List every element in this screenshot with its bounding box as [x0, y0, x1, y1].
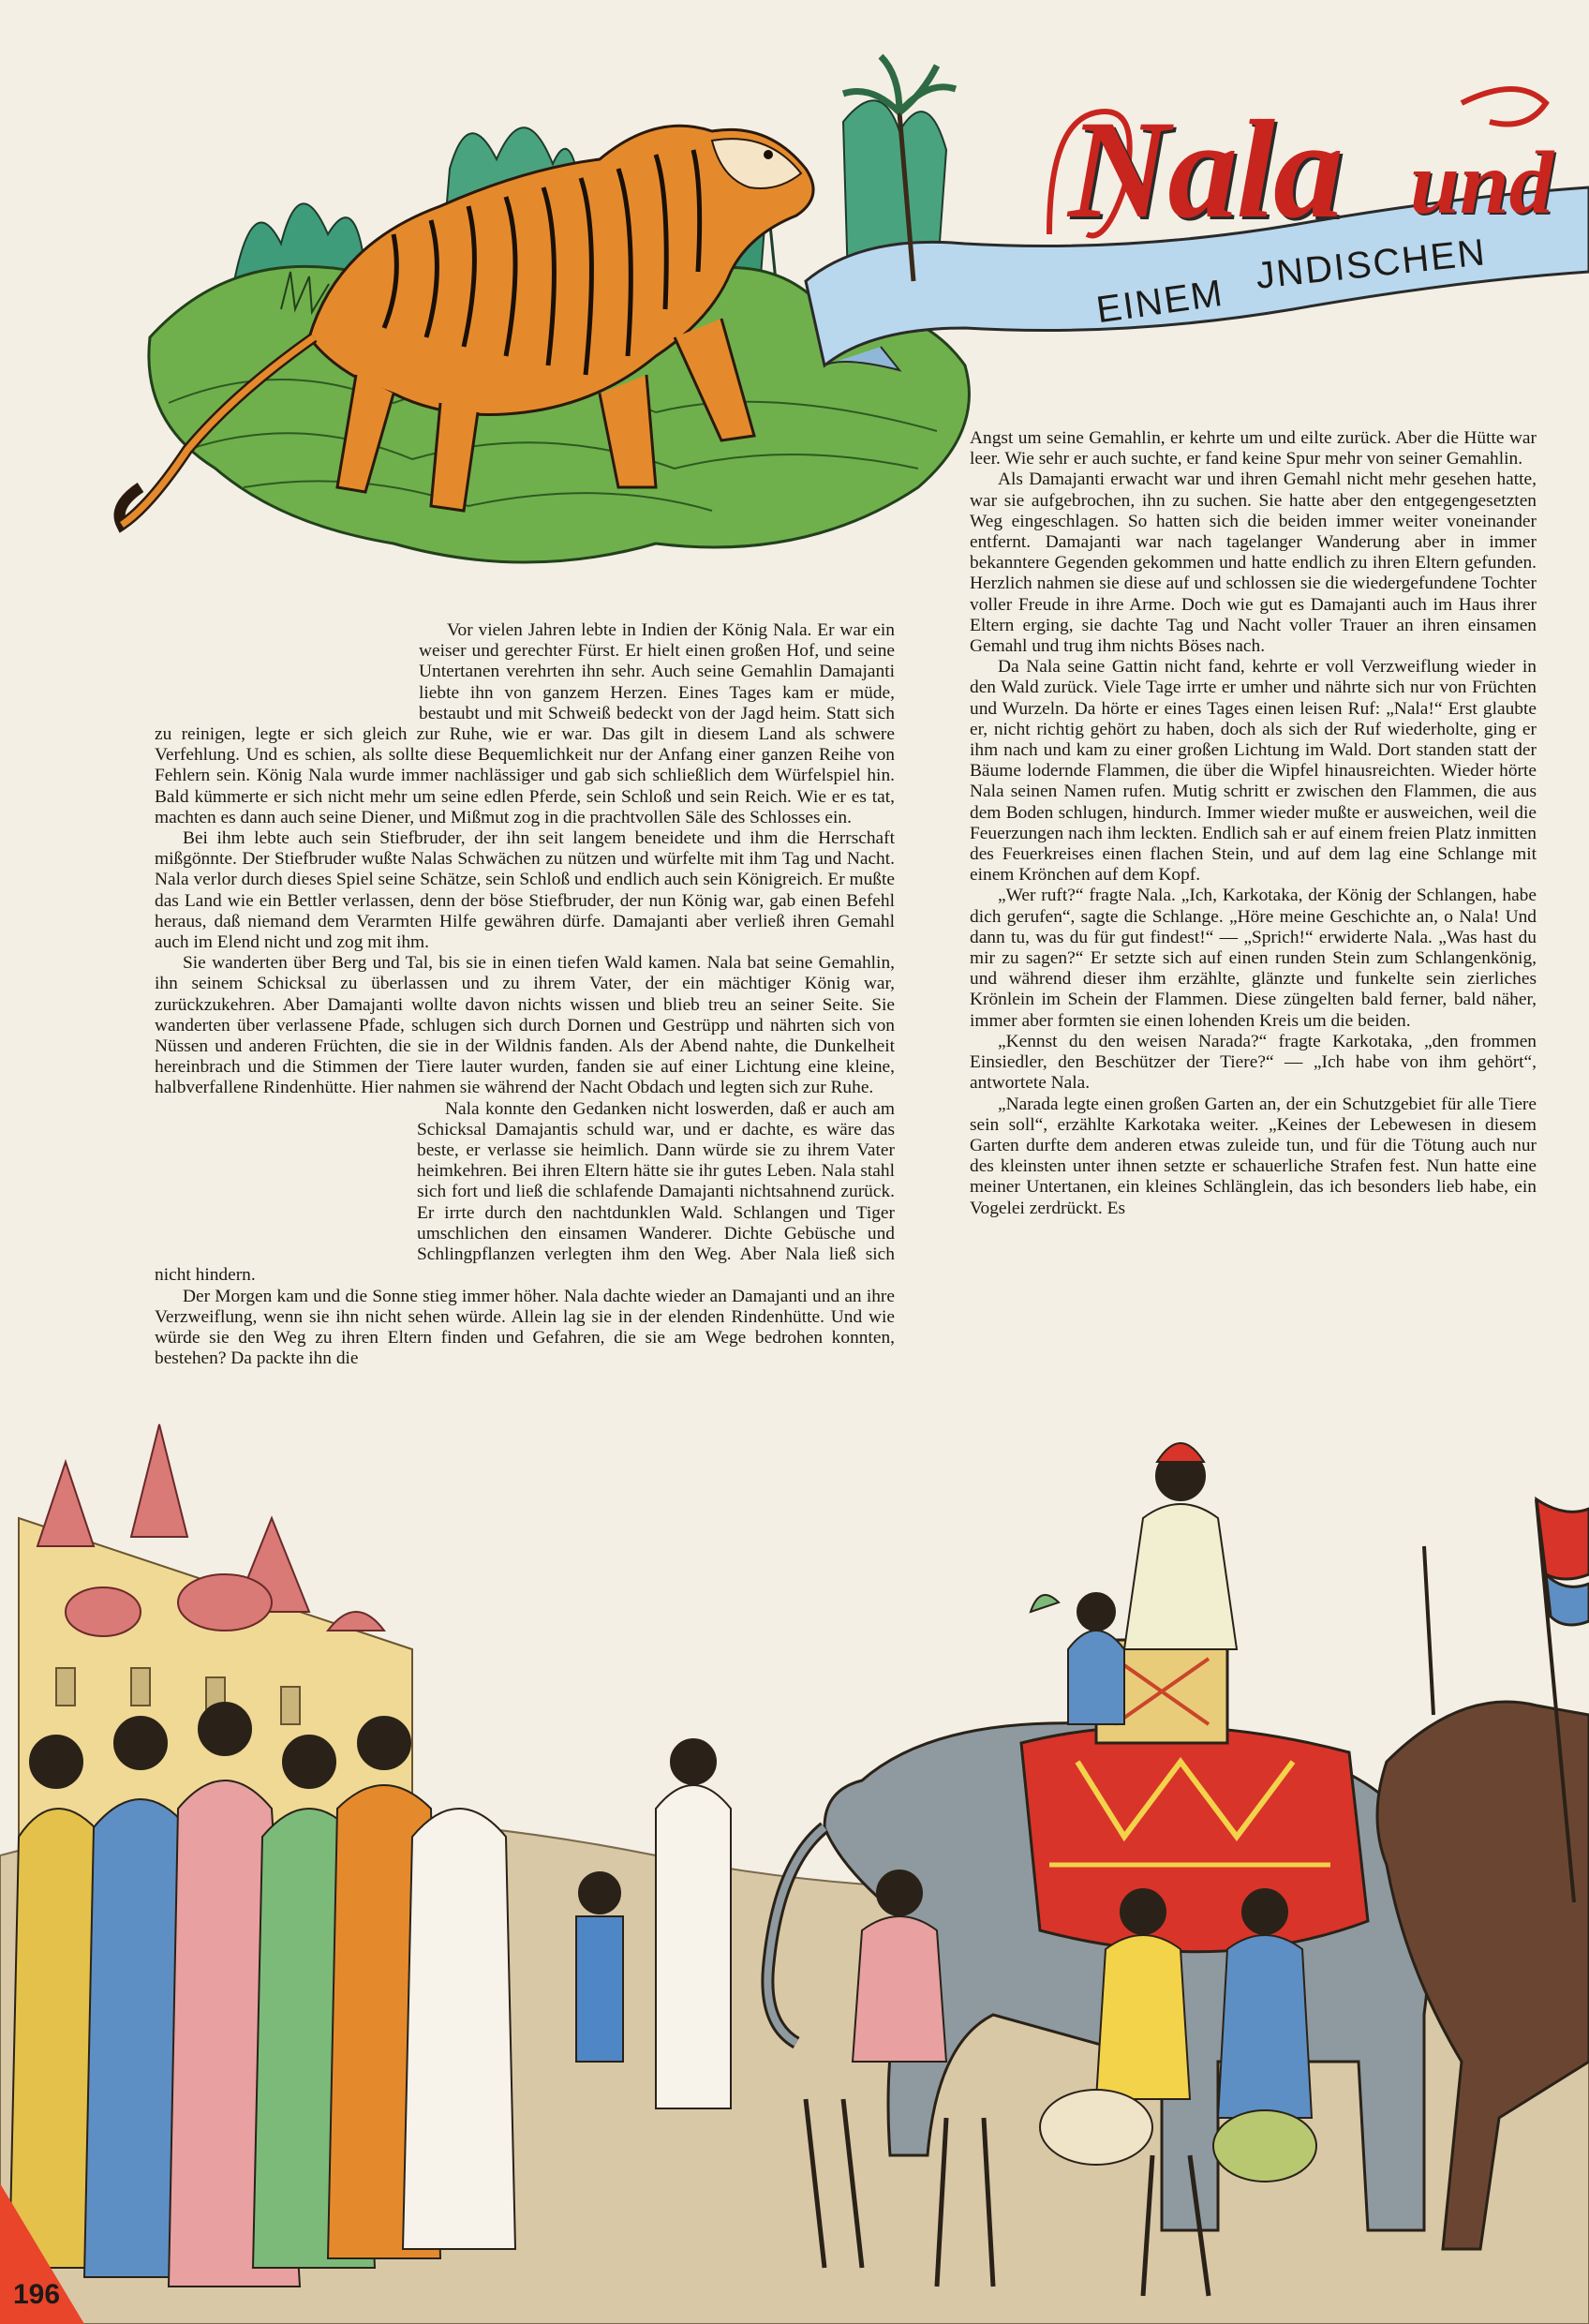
paragraph: Nala konnte den Gedanken nicht loswerden, daß er auch am Schicksal Damajantis schuld war, und er dachte, es wäre das beste, er verlasse sie heimlich. Dann würde sie zu ihrem Vater heimkehren. Bei ihren Eltern hätte sie ihr gutes Leben. Nala stahl sich fort und ließ die schlafende Damajanti nichtsahnend zurück. Er irrte durch den nachtdunklen Wald. Schlangen und Tiger umschlichen den einsamen Wanderer. Dichte Gebüsche und Schlingpflanzen verlegten ihm den Weg. Aber Nala ließ sich nicht hindern.	[155, 1098, 895, 1286]
procession-illustration	[0, 1424, 1589, 2324]
paragraph: Sie wanderten über Berg und Tal, bis sie in einen tiefen Wald kamen. Nala bat seine Gemahlin, ihn seinem Schicksal zu überlassen und zu ihrem Vater, der ein mächtiger König war, zurückzukehren. Aber Damajanti wollte davon nichts wissen und blieb treu an seiner Seite. Sie wanderten über verlassene Pfade, schlugen sich durch Dornen und Gestrüpp und nährten sich von Nüssen und anderen Früchten, die sie in der Wildnis fanden. Als der Abend nahte, die Dunkelheit hereinbrach und die Stimmen der Tiere lauter wurden, fanden sie auf einer Lichtung eine kleine, halbverfallene Rindenhütte. Hier nahmen sie während der Nacht Obdach und legten sich zur Ruhe.	[155, 953, 895, 1098]
page-title: Nala	[1068, 92, 1342, 247]
paragraph: Bei ihm lebte auch sein Stiefbruder, der ihn seit langem beneidete und ihm die Herrschaft mißgönnte. Der Stiefbruder wußte Nalas Schwächen zu nützen und würfelte mit ihm Tag und Nacht. Nala verlor durch dieses Spiel seine Schätze, sein Schloß und endlich auch sein Königreich. Er mußte das Land wie ein Bettler verlassen, denn der böse Stiefbruder, der nun König war, gab einen Befehl heraus, daß niemand dem Verarmten Hilfe gewähren dürfe. Damajanti aber verließ ihren Gemahl auch im Elend nicht und zog mit ihm.	[155, 828, 895, 953]
paragraph: „Wer ruft?“ fragte Nala. „Ich, Karkotaka, der König der Schlangen, habe dich gerufen“, sagte die Schlange. „Höre meine Geschichte an, o Nala! Und dann tu, was du für gut findest!“ — „Sprich!“ erwiderte Nala. „Was hast du mir zu sagen?“ Er setzte sich auf einen runden Stein zum Schlangenkönig, und während dieser ihm erzählte, glänzte und funkelte sein zierliches Krönlein im Schein der Flammen. Diese züngelten bald ferner, bald näher, immer aber formten sie einen lohenden Kreis um die beiden.	[970, 886, 1537, 1031]
paragraph: Angst um seine Gemahlin, er kehrte um und eilte zurück. Aber die Hütte war leer. Wie sehr er auch suchte, er fand keine Spur mehr von seiner Gemahlin.	[970, 428, 1537, 469]
ribbon-word-1: EINEM	[1093, 272, 1227, 332]
page-number: 196	[13, 2279, 61, 2310]
right-column	[970, 428, 1537, 1219]
paragraph: Als Damajanti erwacht war und ihren Gemahl nicht mehr gesehen hatte, war sie aufgebrochen, ihn zu suchen. Sie hatte aber den entgegengesetzten Weg eingeschlagen. So hatten sich die beiden immer weiter voneinander entfernt. Damajanti war nach tagelanger Wanderung aber in immer bekanntere Gegenden gekommen und hatte endlich zu ihren Eltern gefunden. Herzlich nahmen sie diese auf und schlossen sie die wiedergefundene Tochter voller Freude in ihre Arme. Doch wie gut es Damajanti auch im Haus ihrer Eltern erging, sie dachte Tag und Nacht voller Trauer an ihren einsamen Gemahl und trug ihm nichts Böses nach.	[970, 469, 1537, 657]
ribbon-word-2: JNDISCHEN	[1254, 231, 1489, 297]
paragraph: Da Nala seine Gattin nicht fand, kehrte er voll Verzweiflung wieder in den Wald zurück. Viele Tage irrte er umher und nährte sich nur von Früchten und Wurzeln. Da hörte er eines Tages einen leisen Ruf: „Nala!“ Erst glaubte er, nicht richtig gehört zu haben, doch als sich der Ruf wiederholte, ging er ihm nach und kam zu einer großen Lichtung im Wald. Dort standen statt der Bäume lodernde Flammen, die über die Wipfel hinausreichten. Wieder hörte Nala seinen Namen rufen. Mutig schritt er zwischen den Flammen, die aus dem Boden schlugen, hindurch. Immer wieder mußte er ausweichen, weil die Feuerzungen nach ihm leckten. Endlich sah er auf einem freien Platz inmitten des Feuerkreises einen flachen Stein, und auf dem lag eine Schlange mit einem Krönchen auf dem Kopf.	[970, 657, 1537, 886]
paragraph: Der Morgen kam und die Sonne stieg immer höher. Nala dachte wieder an Damajanti und an ihre Verzweiflung, wenn sie ihn nicht sehen würde. Allein lag sie in der elenden Rindenhütte. Und wie würde sie den Weg zu ihren Eltern finden und Gefahren, die sie am Wege bedrohen konnten, bestehen? Da packte ihn die	[155, 1286, 895, 1369]
float-spacer-top	[155, 620, 419, 722]
float-spacer-mid	[155, 1099, 417, 1264]
left-column	[155, 620, 895, 1369]
page-title-secondary: und	[1410, 133, 1554, 232]
paragraph: „Kennst du den weisen Narada?“ fragte Karkotaka, „den frommen Einsiedler, den Beschützer der Tiere?“ — „Ich habe von ihm gehört“, antwortete Nala.	[970, 1031, 1537, 1094]
paragraph: „Narada legte einen großen Garten an, der ein Schutzgebiet für alle Tiere sein soll“, erzählte Karkotaka weiter. „Keines der Lebewesen in diesem Garten durfte dem anderen etwas zuleide tun, und für die Tötung auch nur des kleinsten unter ihnen setzte er schauerliche Strafen fest. Nun hatte eine meiner Untertanen, ein kleines Schlänglein, das ich besonders lieb habe, ein Vogelei zerdrückt. Es	[970, 1094, 1537, 1218]
paragraph: Vor vielen Jahren lebte in Indien der König Nala. Er war ein weiser und gerechter Fürst. Er hielt einen großen Hof, und seine Untertanen verehrten ihn sehr. Auch seine Gemahlin Damajanti liebte ihn von ganzem Herzen. Eines Tages kam er müde, bestaubt und mit Schweiß bedeckt von der Jagd heim. Statt sich zu reinigen, legte er sich gleich zur Ruhe, wie er war. Das gilt in diesem Land als schwere Verfehlung. Und es schien, als sollte diese Bequemlichkeit nur der Anfang einer ganzen Reihe von Fehlern sein. König Nala wurde immer nachlässiger und gab sich schließlich dem Würfelspiel hin. Bald kümmerte er sich nicht mehr um seine edlen Pferde, sein Schloß und sein Reich. Wie er es tat, machten es dann auch seine Diener, und Mißmut zog in die prachtvollen Säle des Schlosses ein.	[155, 620, 895, 827]
